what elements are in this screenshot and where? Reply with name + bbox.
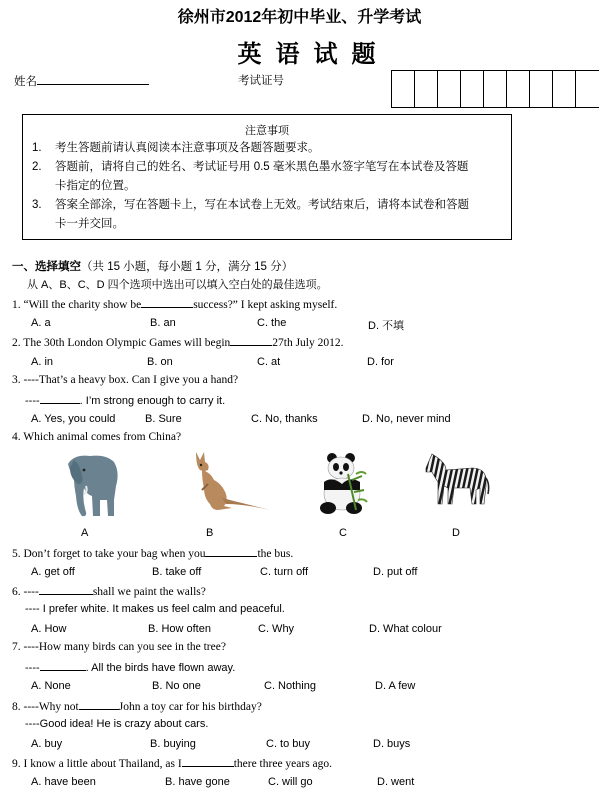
name-label: 姓名 xyxy=(14,76,37,88)
q4-option-b: B xyxy=(206,527,214,539)
q8-option-d: D. buys xyxy=(373,738,411,750)
notice-title: 注意事项 xyxy=(245,125,289,137)
q9-option-d: D. went xyxy=(377,776,415,788)
kangaroo-image xyxy=(188,450,272,514)
q4-option-a: A xyxy=(81,527,89,539)
q5-option-d: D. put off xyxy=(373,566,418,578)
exam-id-boxes xyxy=(391,70,599,108)
q7-option-d: D. A few xyxy=(375,680,416,692)
question-1: 1. “Will the charity show be success?” I kept asking myself. xyxy=(12,299,338,311)
exam-id-label: 考试证号 xyxy=(238,75,284,87)
exam-subject: 英语试题 xyxy=(237,41,390,68)
question-3: 3. ----That’s a heavy box. Can I give you a hand? xyxy=(12,374,239,386)
section-instruction: 从 A、B、C、D 四个选项中选出可以填入空白处的最佳选项。 xyxy=(27,279,328,291)
notice-item-1: 1. 考生答题前请认真阅读本注意事项及各题答题要求。 xyxy=(32,142,320,154)
q6-option-a: A. How xyxy=(31,623,67,635)
zebra-image xyxy=(424,450,492,508)
q2-option-c: C. at xyxy=(257,356,281,368)
q7-reply: ---- . All the birds have flown away. xyxy=(25,662,236,674)
q3-reply: ---- . I’m strong enough to carry it. xyxy=(25,395,226,407)
q3-option-b: B. Sure xyxy=(145,413,182,425)
question-2: 2. The 30th London Olympic Games will begin 27th July 2012. xyxy=(12,337,344,349)
q6-option-d: D. What colour xyxy=(369,623,442,635)
q1-option-a: A. a xyxy=(31,317,51,329)
notice-item-2-cont: 卡指定的位置。 xyxy=(55,180,136,192)
q1-option-d: D. 不填 xyxy=(368,320,405,332)
q5-option-a: A. get off xyxy=(31,566,75,578)
q1-option-c: C. the xyxy=(257,317,287,329)
panda-image xyxy=(312,450,368,516)
notice-item-3-cont: 卡一并交回。 xyxy=(55,218,124,230)
q7-option-c: C. Nothing xyxy=(264,680,316,692)
notice-item-2: 2. 答题前，请将自己的姓名、考试证号用 0.5 毫米黑色墨水签字笔写在本试卷及答题 xyxy=(32,161,469,173)
question-5: 5. Don’t forget to take your bag when you the bus. xyxy=(12,548,294,560)
question-8: 8. ----Why not John a toy car for his birthday? xyxy=(12,701,262,713)
q6-option-b: B. How often xyxy=(148,623,211,635)
q3-option-c: C. No, thanks xyxy=(251,413,318,425)
q9-option-c: C. will go xyxy=(268,776,313,788)
section-title: 一、选择填空（共 15 小题，每小题 1 分，满分 15 分） xyxy=(12,261,294,273)
q2-option-b: B. on xyxy=(147,356,173,368)
question-9: 9. I know a little about Thailand, as I there three years ago. xyxy=(12,758,333,770)
question-4: 4. Which animal comes from China? xyxy=(12,431,182,443)
q8-option-c: C. to buy xyxy=(266,738,311,750)
question-6: 6. ---- shall we paint the walls? xyxy=(12,586,206,598)
q3-option-a: A. Yes, you could xyxy=(31,413,116,425)
notice-box xyxy=(22,114,512,240)
notice-item-3: 3. 答案全部涂，写在答题卡上，写在本试卷上无效。考试结束后，请将本试卷和答题 xyxy=(32,199,469,211)
name-blank xyxy=(37,74,149,85)
q5-option-c: C. turn off xyxy=(260,566,309,578)
q1-option-b: B. an xyxy=(150,317,176,329)
question-7: 7. ----How many birds can you see in the tree? xyxy=(12,641,226,653)
q9-option-a: A. have been xyxy=(31,776,96,788)
q6-reply: ---- I prefer white. It makes us feel calm and peaceful. xyxy=(25,603,285,615)
q9-option-b: B. have gone xyxy=(165,776,230,788)
name-field xyxy=(14,73,149,89)
q7-option-a: A. None xyxy=(31,680,71,692)
elephant-image xyxy=(60,450,122,520)
q4-option-c: C xyxy=(339,527,347,539)
q5-option-b: B. take off xyxy=(152,566,202,578)
q6-option-c: C. Why xyxy=(258,623,295,635)
q3-option-d: D. No, never mind xyxy=(362,413,451,425)
q4-option-d: D xyxy=(452,527,460,539)
q8-reply: ----Good idea! He is crazy about cars. xyxy=(25,718,209,730)
q8-option-a: A. buy xyxy=(31,738,63,750)
q2-option-d: D. for xyxy=(367,356,394,368)
q8-option-b: B. buying xyxy=(150,738,196,750)
exam-title: 徐州市2012年初中毕业、升学考试 xyxy=(177,9,422,26)
q2-option-a: A. in xyxy=(31,356,54,368)
q7-option-b: B. No one xyxy=(152,680,201,692)
